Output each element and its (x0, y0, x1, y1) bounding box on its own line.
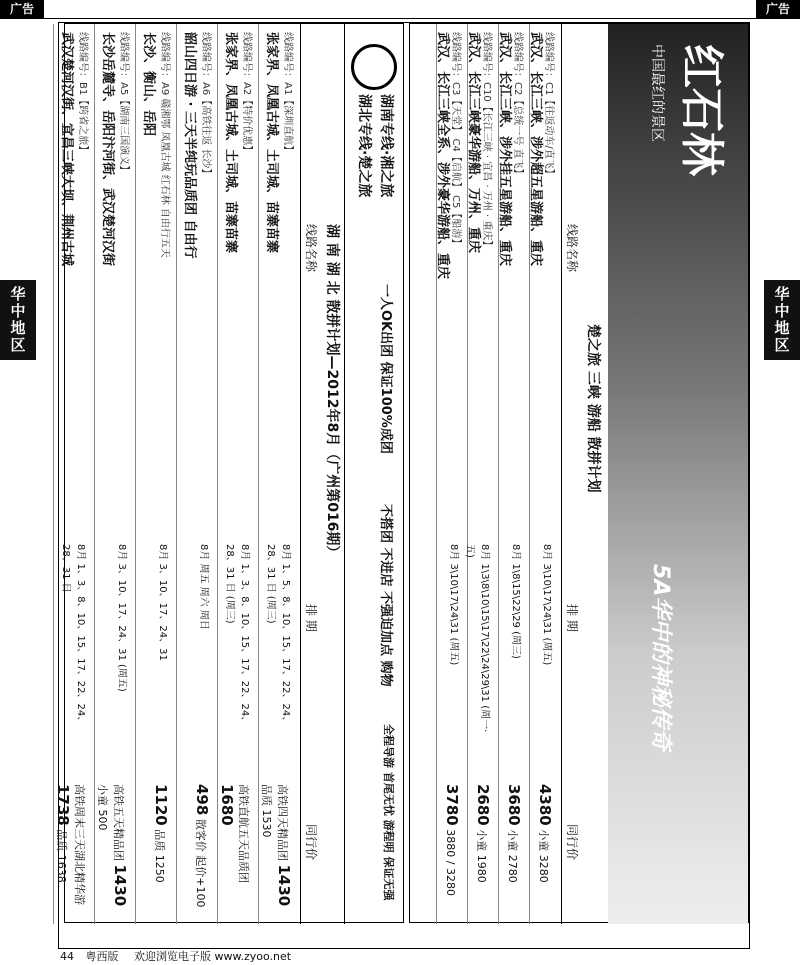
route-name: 武汉、长江三峡全系、涉外豪华游船、重庆 (435, 32, 450, 280)
route-code: 线路编号：C10【长江三峡 · 宜昌 · 万州 · 重庆】 (481, 32, 492, 251)
route-name: 武汉、长江三峡、涉外挂五星游船、重庆 (497, 32, 512, 267)
price-sub: 品质 1638 (55, 829, 68, 883)
price-value: 1738 (54, 784, 72, 826)
price-value: 1430 (111, 864, 129, 907)
price-sub: 小童 1980 (475, 829, 488, 883)
headline-hubei: 湖北专线·楚之旅 (356, 94, 372, 198)
ad-label-right: 广告 (756, 0, 800, 18)
route-price (152, 784, 170, 914)
price-value: 3680 (505, 784, 523, 826)
route-name: 张家界、凤凰古城、土司城、苗寨苗寨 (223, 32, 238, 254)
route-name: 武汉楚河汉街、宜昌三峡大坝、荆州古城 (59, 32, 74, 267)
route-price (218, 784, 252, 914)
price-label: 高铁五天精品团 (112, 784, 125, 861)
route-code: 线路编号：A5【湖南三国演义】 (118, 32, 129, 176)
route-name: 张家界、凤凰古城、土司城、苗寨苗寨 (264, 32, 279, 254)
route-name: 武汉、长江三峡豪华游船、万州、重庆 (466, 32, 481, 254)
photo-title: 5A华中的神秘传奇 (648, 564, 673, 751)
col-price: 同行价 (304, 824, 318, 861)
panel-header (344, 24, 403, 924)
column-headers (561, 24, 584, 924)
hunan-hubei-panel (54, 23, 404, 923)
route-price (193, 784, 211, 914)
route-row (135, 24, 176, 924)
route-price (54, 784, 88, 914)
route-name: 武汉、长江三峡、涉外超五星游船、重庆 (528, 32, 543, 267)
top-rule (0, 0, 800, 19)
brand-logo-icon (351, 44, 397, 90)
route-dates: 8月 3、10、17、24、31 (157, 544, 168, 661)
column-headers (300, 24, 323, 924)
col-schedule: 排 期 (565, 604, 579, 632)
price-value: 498 (193, 784, 211, 816)
col-price: 同行价 (565, 824, 579, 861)
promo-ok: 一人OK出团 保证100%成团 (378, 284, 393, 454)
route-row (436, 24, 467, 924)
route-code: 线路编号：C2【总统一号 直飞】 (512, 32, 523, 179)
route-row (94, 24, 135, 924)
price-value: 1120 (152, 784, 170, 826)
route-name: 长沙岳麓寺、岳阳汴河街、武汉楚河汉街 (100, 32, 115, 267)
route-row (176, 24, 217, 924)
edition: 粤西版 (85, 950, 119, 963)
side-tab-left: 华中地区 (0, 280, 36, 360)
brand-name: 红石林 (676, 44, 727, 176)
route-code: 线路编号：A2【特价优惠】 (241, 32, 252, 156)
route-row (53, 24, 94, 924)
price-sub: 散客价 起价+100 (194, 818, 207, 908)
price-sub: 小童 2780 (506, 829, 519, 883)
route-price (505, 784, 523, 914)
route-price (443, 784, 461, 914)
brand-subtitle: 中国最红的景区 (649, 44, 665, 142)
promo-guide: 全程导游 首尾无忧 游程明 保证无强 (382, 724, 395, 901)
price-sub: 小童 500 (96, 784, 109, 831)
col-route: 线路名称 (304, 224, 318, 273)
route-name: 长沙、衡山、岳阳 (141, 32, 156, 137)
col-route: 线路名称 (565, 224, 579, 273)
route-row (498, 24, 529, 924)
route-list (436, 24, 560, 924)
route-dates: 8月 3\10\17\24\31 (周五) (541, 544, 552, 666)
page-footer (60, 948, 760, 964)
site-link[interactable]: 欢迎浏览电子版 www.zyoo.net (134, 950, 292, 963)
route-row (464, 24, 498, 924)
promo-no-shopping: 不搭团 不进店 不强迫加点 购物 (378, 504, 393, 687)
headline-hunan: 湖南专线·湘之旅 (378, 94, 394, 198)
price-value: 3780 (443, 784, 461, 826)
route-price (95, 784, 129, 914)
route-code: 线路编号：A1【深圳直航】 (282, 32, 293, 156)
route-list (53, 24, 299, 924)
route-dates: 8月 1\3\8\10\15\17\22\24\29\31 (周一·五) (464, 544, 490, 733)
route-name: 韶山四日游 · 三天半纯玩品质团 自由行 (182, 32, 197, 259)
ad-page (54, 22, 750, 949)
price-sub: 品质 1530 (260, 784, 273, 838)
side-tab-right: 华中地区 (764, 280, 800, 360)
route-dates: 8月 周五 周六 周日 (198, 544, 209, 630)
route-dates: 8月 3\10\17\24\31 (周五) (448, 544, 459, 666)
price-sub: 小童 3280 (537, 829, 550, 883)
route-dates: 8月 1、3、8、10、15、17、22、24、28、31 日 (60, 544, 86, 727)
ad-label-left: 广告 (0, 0, 44, 18)
route-dates: 8月 1\8\15\22\29 (周三) (510, 544, 521, 659)
route-dates: 8月 1、3、8、10、15、17、22、24、28、31 日 (周三) (224, 544, 250, 727)
price-value: 4380 (536, 784, 554, 826)
route-code: 线路编号：C3【天堂】 C4【启航】 C5【船游】 (450, 32, 461, 249)
route-dates: 8月 3、10、17、24、31 (周五) (116, 544, 127, 692)
route-row (529, 24, 560, 924)
route-code: 线路编号：A9 赣湘鄂 凤凰古城 红石林 自由行五天 (159, 32, 170, 258)
price-value: 2680 (474, 784, 492, 826)
route-code: 线路编号：B1【跨省之旅】 (77, 32, 88, 156)
price-label: 高铁周末三天湖北精华游 (73, 784, 86, 905)
route-row (258, 24, 299, 924)
three-gorges-panel (409, 23, 749, 923)
price-value: 1680 (218, 784, 236, 826)
price-label: 高铁四天精品团 (276, 784, 289, 861)
price-value: 1430 (275, 864, 293, 907)
route-code: 线路编号：A6【高铁往返 长沙】 (200, 32, 211, 179)
price-sub: 品质 1250 (153, 829, 166, 883)
route-dates: 8月 1、5、8、10、15、17、22、24、28、31 日 (周三) (265, 544, 291, 727)
route-row (217, 24, 258, 924)
price-sub: 3880 / 3280 (444, 829, 457, 896)
panel-title: 湖 南 湖 北 散拼计划—2012年8月（广州第016期） (324, 224, 340, 560)
route-price (536, 784, 554, 914)
route-code: 线路编号：C1【往返动车/直飞】 (543, 32, 554, 179)
route-price (474, 784, 492, 914)
col-schedule: 排 期 (304, 604, 318, 632)
panel-title: 楚之旅 三峡 游船 散拼计划 (585, 324, 601, 493)
page-number: 44 (60, 950, 74, 963)
scenic-photo (608, 24, 748, 924)
price-label: 高铁直航五天品质团 (237, 784, 250, 883)
route-price (259, 784, 293, 914)
